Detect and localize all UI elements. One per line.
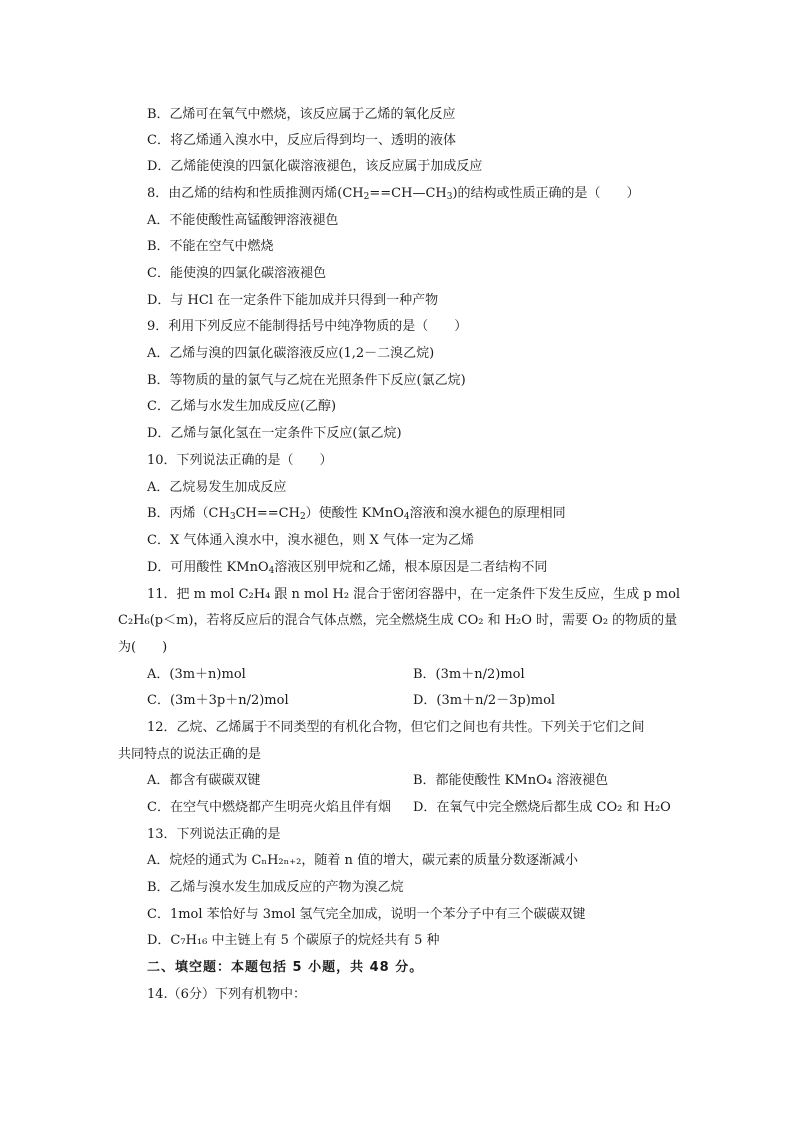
q11-option-a: A．(3m＋n)mol	[147, 667, 246, 682]
q8-option-a: A．不能使酸性高锰酸钾溶液褪色	[147, 213, 339, 228]
q11-option-b: B．(3m＋n/2)mol	[413, 667, 525, 682]
q11-stem-line1: 11．把 m mol C₂H₄ 跟 n mol H₂ 混合于密闭容器中，在一定条件下发生反应，生成 p mol	[147, 587, 681, 602]
q8-stem: 8．由乙烯的结构和性质推测丙烯$(CH_2==CH—CH_3)$的结构或性质正确的是（ ）	[147, 186, 640, 202]
q8-option-b: B．不能在空气中燃烧	[147, 239, 274, 254]
q11-option-d: D．(3m＋n/2－3p)mol	[413, 693, 556, 708]
q10-option-d: D．可用酸性 KMnO$_4$溶液区别甲烷和乙烯，根本原因是二者结构不同	[147, 560, 548, 576]
q9-option-c: C．乙烯与水发生加成反应(乙醇)	[147, 399, 337, 414]
q9-stem: 9．利用下列反应不能制得括号中纯净物质的是（ ）	[147, 319, 468, 334]
q12-stem-line1: 12．乙烷、乙烯属于不同类型的有机化合物，但它们之间也有共性。下列关于它们之间	[147, 720, 645, 735]
q7-option-b: B．乙烯可在氧气中燃烧，该反应属于乙烯的氧化反应	[147, 107, 456, 122]
q12-option-a: A．都含有碳碳双键	[147, 773, 261, 788]
q8-option-d: D．与 HCl 在一定条件下能加成并只得到一种产物	[147, 293, 439, 308]
q13-option-a: A．烷烃的通式为 CₙH₂ₙ₊₂，随着 n 值的增大，碳元素的质量分数逐渐减小	[147, 853, 578, 868]
q12-option-d: D．在氧气中完全燃烧后都生成 CO₂ 和 H₂O	[413, 800, 671, 815]
q9-option-b: B．等物质的量的氯气与乙烷在光照条件下反应(氯乙烷)	[147, 373, 466, 388]
q12-option-c: C．在空气中燃烧都产生明亮火焰且伴有烟	[147, 800, 391, 815]
q13-option-b: B．乙烯与溴水发生加成反应的产物为溴乙烷	[147, 880, 404, 895]
q11-option-c: C．(3m＋3p＋n/2)mol	[147, 693, 289, 708]
q10-option-c: C．X 气体通入溴水中，溴水褪色，则 X 气体一定为乙烯	[147, 533, 474, 548]
q9-option-a: A．乙烯与溴的四氯化碳溶液反应(1,2－二溴乙烷)	[147, 346, 435, 361]
q12-option-b: B．都能使酸性 KMnO₄ 溶液褪色	[413, 773, 609, 788]
q8-option-c: C．能使溴的四氯化碳溶液褪色	[147, 266, 326, 281]
section-heading-fill-in: 二、填空题：本题包括 5 小题，共 48 分。	[147, 960, 424, 975]
q9-option-d: D．乙烯与氯化氢在一定条件下反应(氯乙烷)	[147, 426, 402, 441]
q11-stem-line2: C₂H₆(p＜m)，若将反应后的混合气体点燃，完全燃烧生成 CO₂ 和 H₂O 时，需要 O₂ 的物质的量	[118, 613, 678, 628]
q10-option-a: A．乙烷易发生加成反应	[147, 480, 287, 495]
q7-option-c: C．将乙烯通入溴水中，反应后得到均一、透明的液体	[147, 133, 456, 148]
q10-option-b: B．丙烯$(CH_3CH==CH_2)$使酸性 KMnO$_4$溶液和溴水褪色的原理相同	[147, 506, 566, 522]
q7-option-d: D．乙烯能使溴的四氯化碳溶液褪色，该反应属于加成反应	[147, 159, 483, 174]
q13-option-d: D．C₇H₁₆ 中主链上有 5 个碳原子的烷烃共有 5 种	[147, 933, 440, 948]
q11-stem-line3: 为( )	[118, 640, 168, 655]
q14-stem: 14.（6分）下列有机物中：	[147, 987, 306, 1002]
q12-stem-line2: 共同特点的说法正确的是	[118, 747, 262, 762]
q10-stem: 10．下列说法正确的是（ ）	[147, 453, 333, 468]
q13-option-c: C．1mol 苯恰好与 3mol 氢气完全加成，说明一个苯分子中有三个碳碳双键	[147, 907, 586, 922]
q13-stem: 13．下列说法正确的是	[147, 827, 281, 842]
